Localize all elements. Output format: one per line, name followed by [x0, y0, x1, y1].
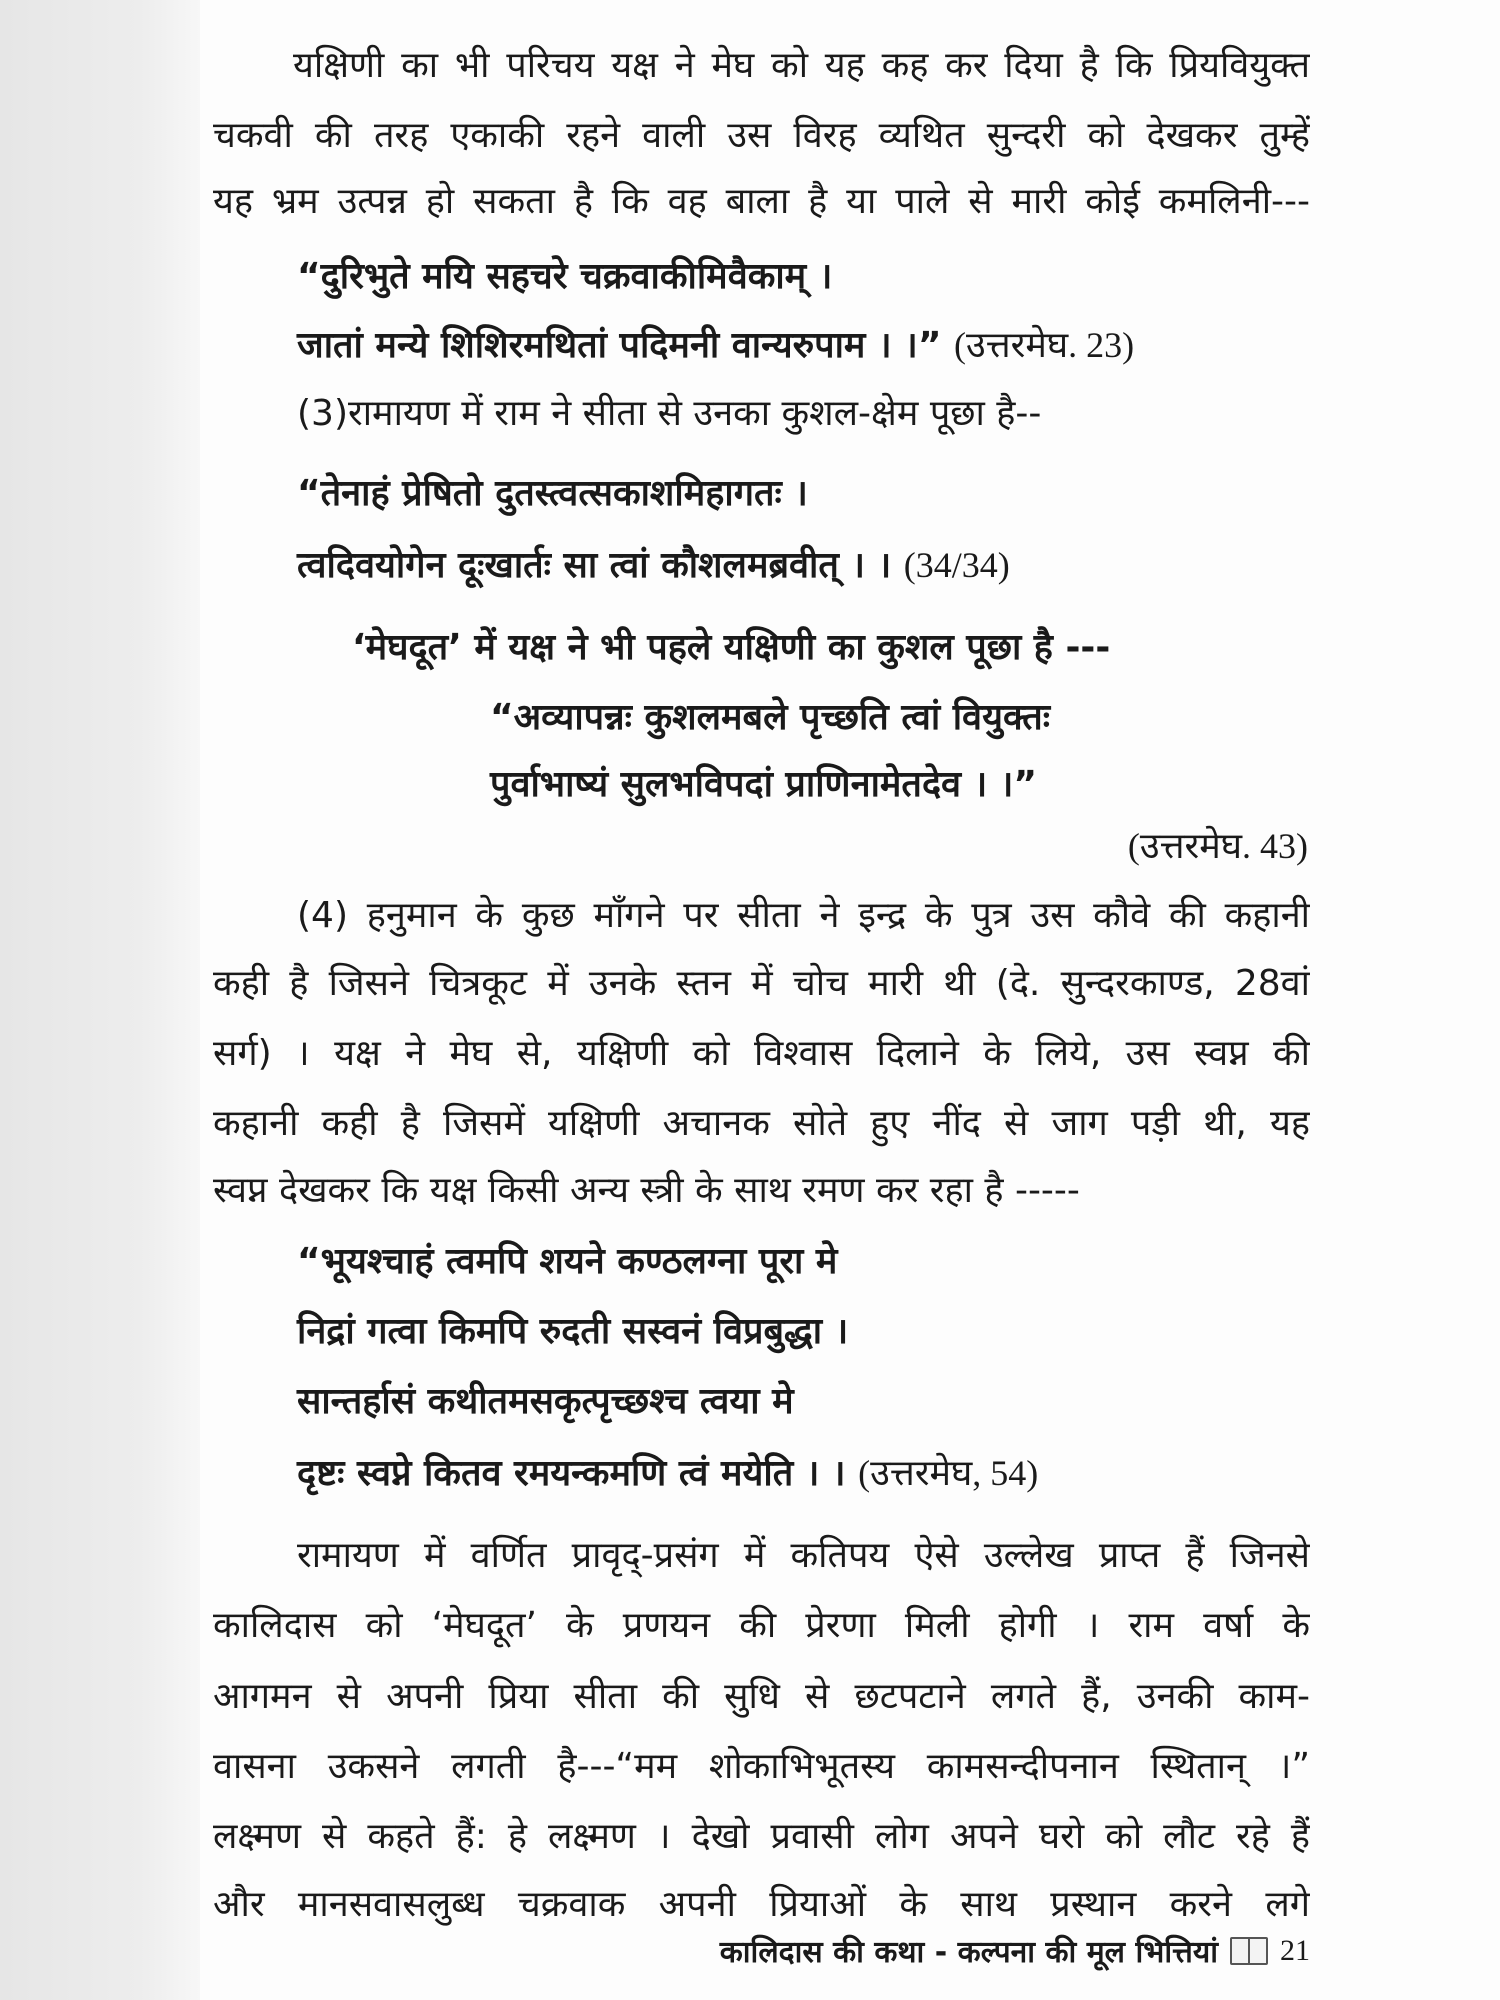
paragraph-line: वासना उकसने लगती है---“मम शोकाभिभूतस्य कामसन्दीपनान स्थितान् ।”	[213, 1746, 1310, 1787]
paragraph-line: और मानसवासलुब्ध चक्रवाक अपनी प्रियाओं के साथ प्रस्थान करने लगे	[213, 1884, 1310, 1925]
verse-line	[297, 539, 1010, 592]
running-title: कालिदास की कथा - कल्पना की मूल भित्तियां	[719, 1935, 1218, 1970]
page-number: 21	[1280, 1933, 1310, 1967]
paragraph-line: यक्षिणी का भी परिचय यक्ष ने मेघ को यह कह कर दिया है कि प्रियवियुक्त	[293, 45, 1310, 86]
paragraph-line: कालिदास को ‘मेघदूत’ के प्रणयन की प्रेरणा मिली होगी । राम वर्षा के	[213, 1605, 1310, 1646]
paragraph-line: आगमन से अपनी प्रिया सीता की सुधि से छटपटाने लगते हैं, उनकी काम-	[213, 1676, 1310, 1717]
verse-reference: (34/34)	[903, 545, 1010, 585]
verse-line	[297, 319, 1134, 372]
paragraph-line: ‘मेघदूत’ में यक्ष ने भी पहले यक्षिणी का कुशल पूछा है ---	[352, 627, 1111, 668]
verse-text: त्वदिवयोगेन दूःखार्तः सा त्वां कौशलमब्रवीत् । ।	[297, 545, 892, 586]
page-gutter-shadow	[0, 0, 200, 2000]
paragraph-line: स्वप्न देखकर कि यक्ष किसी अन्य स्त्री के साथ रमण कर रहा है -----	[213, 1170, 1080, 1211]
paragraph-line: कही है जिसने चित्रकूट में उनके स्तन में चोच मारी थी (दे. सुन्दरकाण्ड, 28वां	[213, 963, 1310, 1004]
verse-line: निद्रां गत्वा किमपि रुदती सस्वनं विप्रबुद्धा ।	[297, 1311, 849, 1352]
paragraph-line: सर्ग) । यक्ष ने मेघ से, यक्षिणी को विश्वास दिलाने के लिये, उस स्वप्न की	[213, 1033, 1310, 1074]
verse-text: दृष्टः स्वप्ने कितव रमयन्कमणि त्वं मयेति । ।	[297, 1453, 846, 1494]
paragraph-line: (4) हनुमान के कुछ माँगने पर सीता ने इन्द्र के पुत्र उस कौवे की कहानी	[297, 895, 1310, 936]
verse-line: सान्तर्हासं कथीतमसकृत्पृच्छश्च त्वया मे	[297, 1381, 794, 1422]
verse-line: पुर्वाभाष्यं सुलभविपदां प्राणिनामेतदेव । ।”	[490, 764, 1038, 805]
verse-line	[297, 1447, 1038, 1500]
verse-line: “भूयश्चाहं त्वमपि शयने कण्ठलग्ना पूरा मे	[297, 1241, 838, 1282]
verse-reference: (उत्तरमेघ, 54)	[858, 1453, 1039, 1493]
verse-line: “दुरिभुते मयि सहचरे चक्रवाकीमिवैकाम् ।	[297, 256, 833, 297]
book-icon	[1230, 1937, 1268, 1965]
paragraph-line: (3)रामायण में राम ने सीता से उनका कुशल-क्षेम पूछा है--	[297, 393, 1042, 434]
paragraph-line: लक्ष्मण से कहते हैं: हे लक्ष्मण । देखो प्रवासी लोग अपने घरो को लौट रहे हैं	[213, 1816, 1310, 1857]
verse-reference: (उत्तरमेघ. 43)	[1127, 826, 1308, 866]
paragraph-line: रामायण में वर्णित प्रावृद्-प्रसंग में कतिपय ऐसे उल्लेख प्राप्त हैं जिनसे	[297, 1535, 1310, 1576]
verse-line: “अव्यापन्नः कुशलमबले पृच्छति त्वां वियुक्तः	[490, 697, 1051, 738]
verse-line: “तेनाहं प्रेषितो दुतस्त्वत्सकाशमिहागतः ।	[297, 473, 808, 514]
verse-text: जातां मन्ये शिशिरमथितां पदिमनी वान्यरुपाम । ।”	[297, 325, 942, 366]
paragraph-line: चकवी की तरह एकाकी रहने वाली उस विरह व्यथित सुन्दरी को देखकर तुम्हें	[213, 115, 1310, 156]
verse-reference: (उत्तरमेघ. 23)	[954, 325, 1135, 365]
paragraph-line: यह भ्रम उत्पन्न हो सकता है कि वह बाला है या पाले से मारी कोई कमलिनी---	[213, 181, 1310, 222]
page-footer	[720, 1930, 1310, 1971]
paragraph-line: कहानी कही है जिसमें यक्षिणी अचानक सोते हुए नींद से जाग पड़ी थी, यह	[213, 1103, 1310, 1144]
